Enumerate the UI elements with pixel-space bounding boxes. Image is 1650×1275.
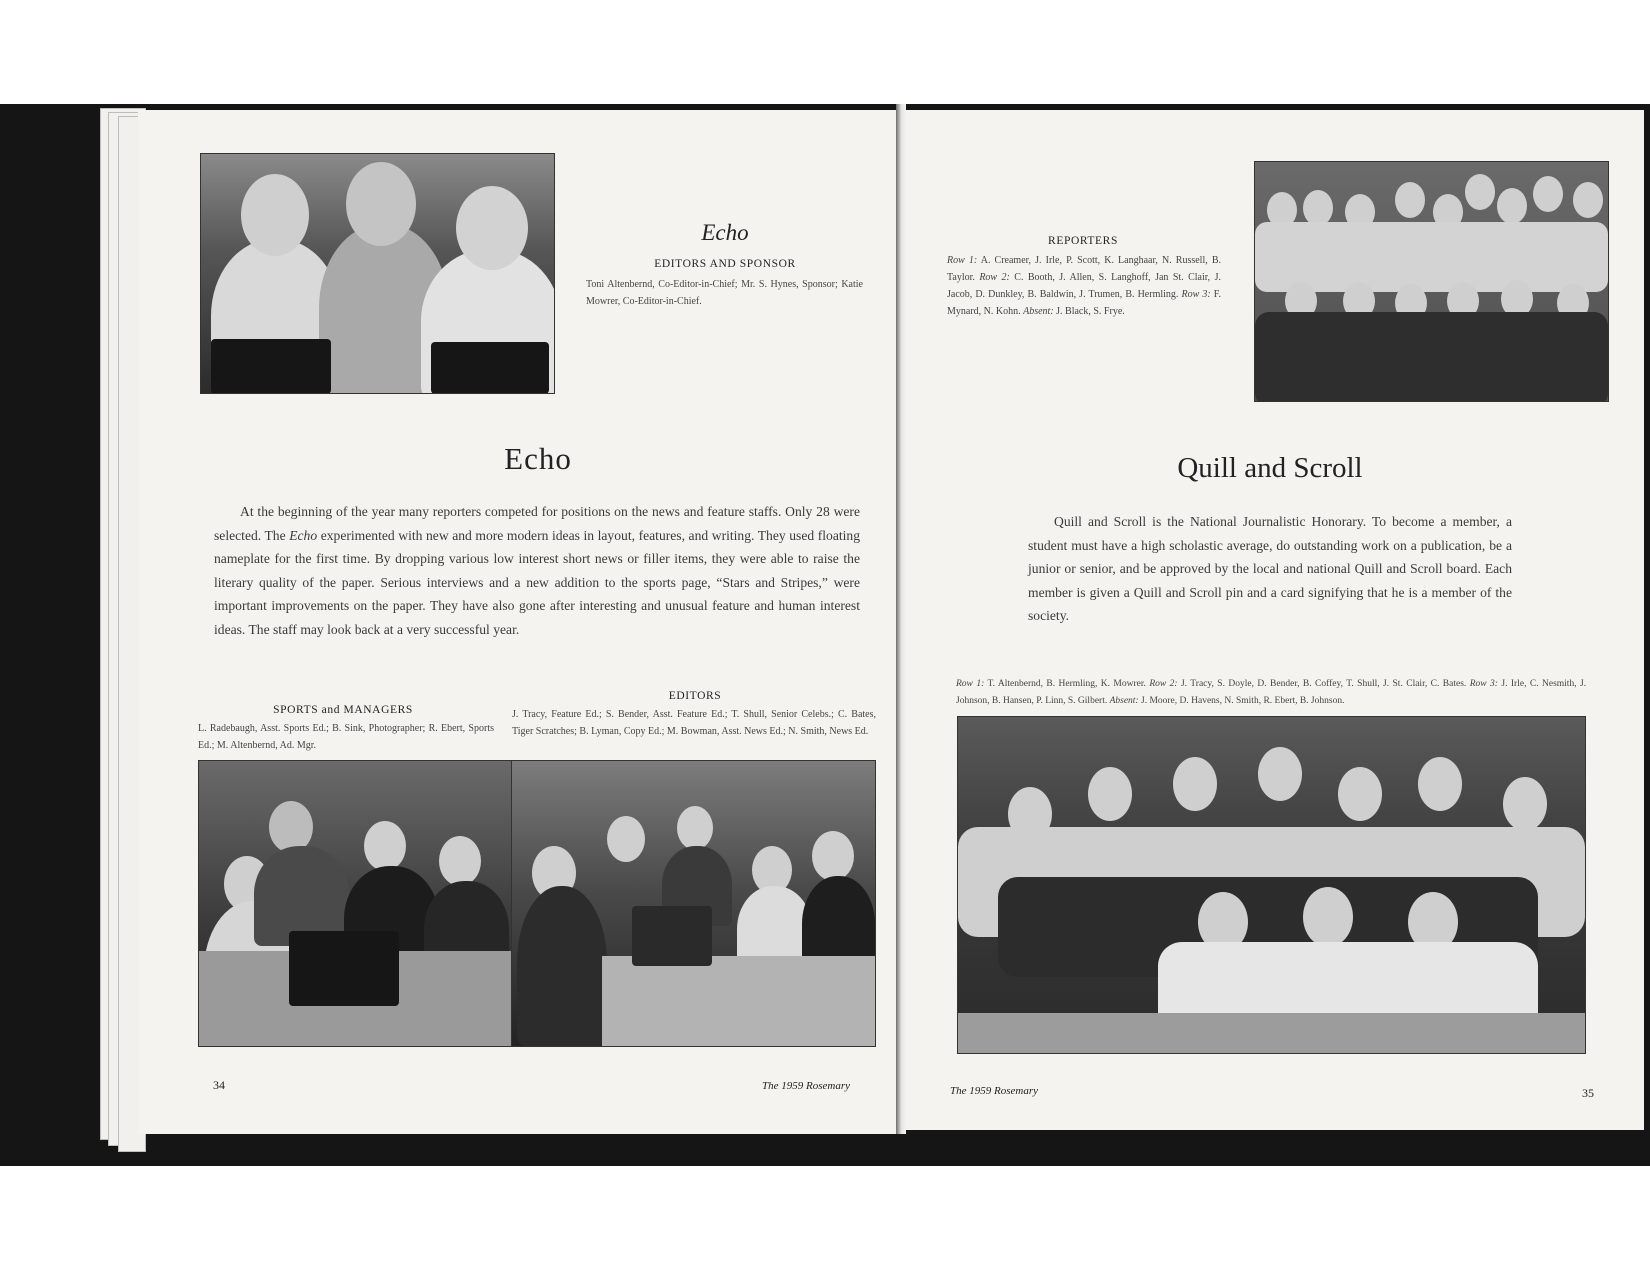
sports-managers-heading: SPORTS and MANAGERS (273, 704, 413, 716)
page-number-right: 35 (1582, 1086, 1594, 1100)
reporters-heading: REPORTERS (1048, 235, 1118, 247)
reporters-photo (1254, 161, 1609, 402)
group-row1-label: Row 1: (956, 679, 985, 689)
editors-caption: J. Tracy, Feature Ed.; S. Bender, Asst. Feature Ed.; T. Shull, Senior Celebs.; C. Bates, Tiger Scratches; B. Lyman, Copy Ed.; M. Bowman, Asst. News Ed.; N. Smith, News Ed. (512, 709, 876, 737)
book-gutter (896, 104, 906, 1134)
group-row2: J. Tracy, S. Doyle, D. Bender, B. Coffey, T. Shull, J. St. Clair, C. Bates. (1180, 679, 1467, 689)
editors-sponsor-caption: Toni Altenbernd, Co-Editor-in-Chief; Mr. S. Hynes, Sponsor; Katie Mowrer, Co-Editor-in-Chief. (586, 279, 863, 307)
sports-managers-caption: L. Radebaugh, Asst. Sports Ed.; B. Sink, Photographer; R. Ebert, Sports Ed.; M. Altenbernd, Ad. Mgr. (198, 723, 494, 751)
reporters-row1: A. Creamer, J. Irle, P. Scott, K. Langhaar, N. Russell, B. Taylor. (947, 255, 1221, 283)
reporters-row3: F. Mynard, N. Kohn. (947, 289, 1222, 317)
group-absent: J. Moore, D. Havens, N. Smith, R. Ebert, B. Johnson. (1141, 696, 1345, 706)
echo-body-paragraph (214, 500, 860, 641)
reporters-row2-label: Row 2: (979, 272, 1010, 283)
reporters-row2: C. Booth, J. Allen, S. Langhoff, Jan St. Clair, J. Jacob, D. Dunkley, B. Baldwin, J. Trumen, B. Hermling. (947, 272, 1221, 300)
group-row3: J. Irle, C. Nesmith, J. Johnson, B. Hansen, P. Linn, S. Gilbert. (956, 679, 1587, 706)
echo-section-title: Echo (504, 441, 572, 476)
reporters-absent-label: Absent: (1023, 306, 1054, 317)
editors-sponsor-photo (200, 153, 555, 394)
reporters-row3-label: Row 3: (1181, 289, 1211, 300)
group-row3-label: Row 3: (1469, 679, 1498, 689)
editors-heading: EDITORS (668, 690, 722, 702)
page-number-left: 34 (213, 1078, 225, 1092)
reporters-caption (947, 252, 1221, 320)
running-footer-left: The 1959 Rosemary (762, 1080, 850, 1092)
running-footer-right: The 1959 Rosemary (950, 1085, 1038, 1097)
group-absent-label: Absent: (1109, 696, 1139, 706)
reporters-row1-label: Row 1: (947, 255, 978, 266)
editors-photo (511, 760, 876, 1047)
sports-managers-photo (198, 760, 512, 1047)
group-row1: T. Altenbernd, B. Hermling, K. Mowrer. (987, 679, 1146, 689)
echo-body-text-2: experimented with new and more modern ideas in layout, features, and writing. They used floating nameplate for the first time. By dropping various low interest short news or filler items, they were able to raise the literary quality of the paper. Serious interviews and a new addition to the sports page, “Stars and Stripes,” were important improvements on the paper. They have also gone after interesting and unusual feature and human interest ideas. The staff may look back at a very successful year. (214, 527, 861, 637)
quill-scroll-group-photo (957, 716, 1586, 1054)
editors-sponsor-heading: EDITORS AND SPONSOR (654, 258, 796, 270)
quill-scroll-section-title: Quill and Scroll (1177, 452, 1363, 484)
reporters-absent: J. Black, S. Frye. (1056, 306, 1125, 317)
quill-scroll-body: Quill and Scroll is the National Journalistic Honorary. To become a member, a student must have a high scholastic average, do outstanding work on a publication, be a junior or senior, and be approved by the local and national Quill and Scroll board. Each member is given a Quill and Scroll pin and a card signifying that he is a member of the society. (1028, 514, 1512, 623)
echo-italic-title: Echo (701, 220, 749, 245)
group-row2-label: Row 2: (1149, 679, 1178, 689)
echo-body-italic: Echo (289, 527, 318, 543)
group-photo-caption (956, 676, 1586, 710)
echo-body-text-1: At the beginning of the year many reporters competed for positions on the news and feature staffs. Only 28 were selected. The (214, 504, 860, 543)
